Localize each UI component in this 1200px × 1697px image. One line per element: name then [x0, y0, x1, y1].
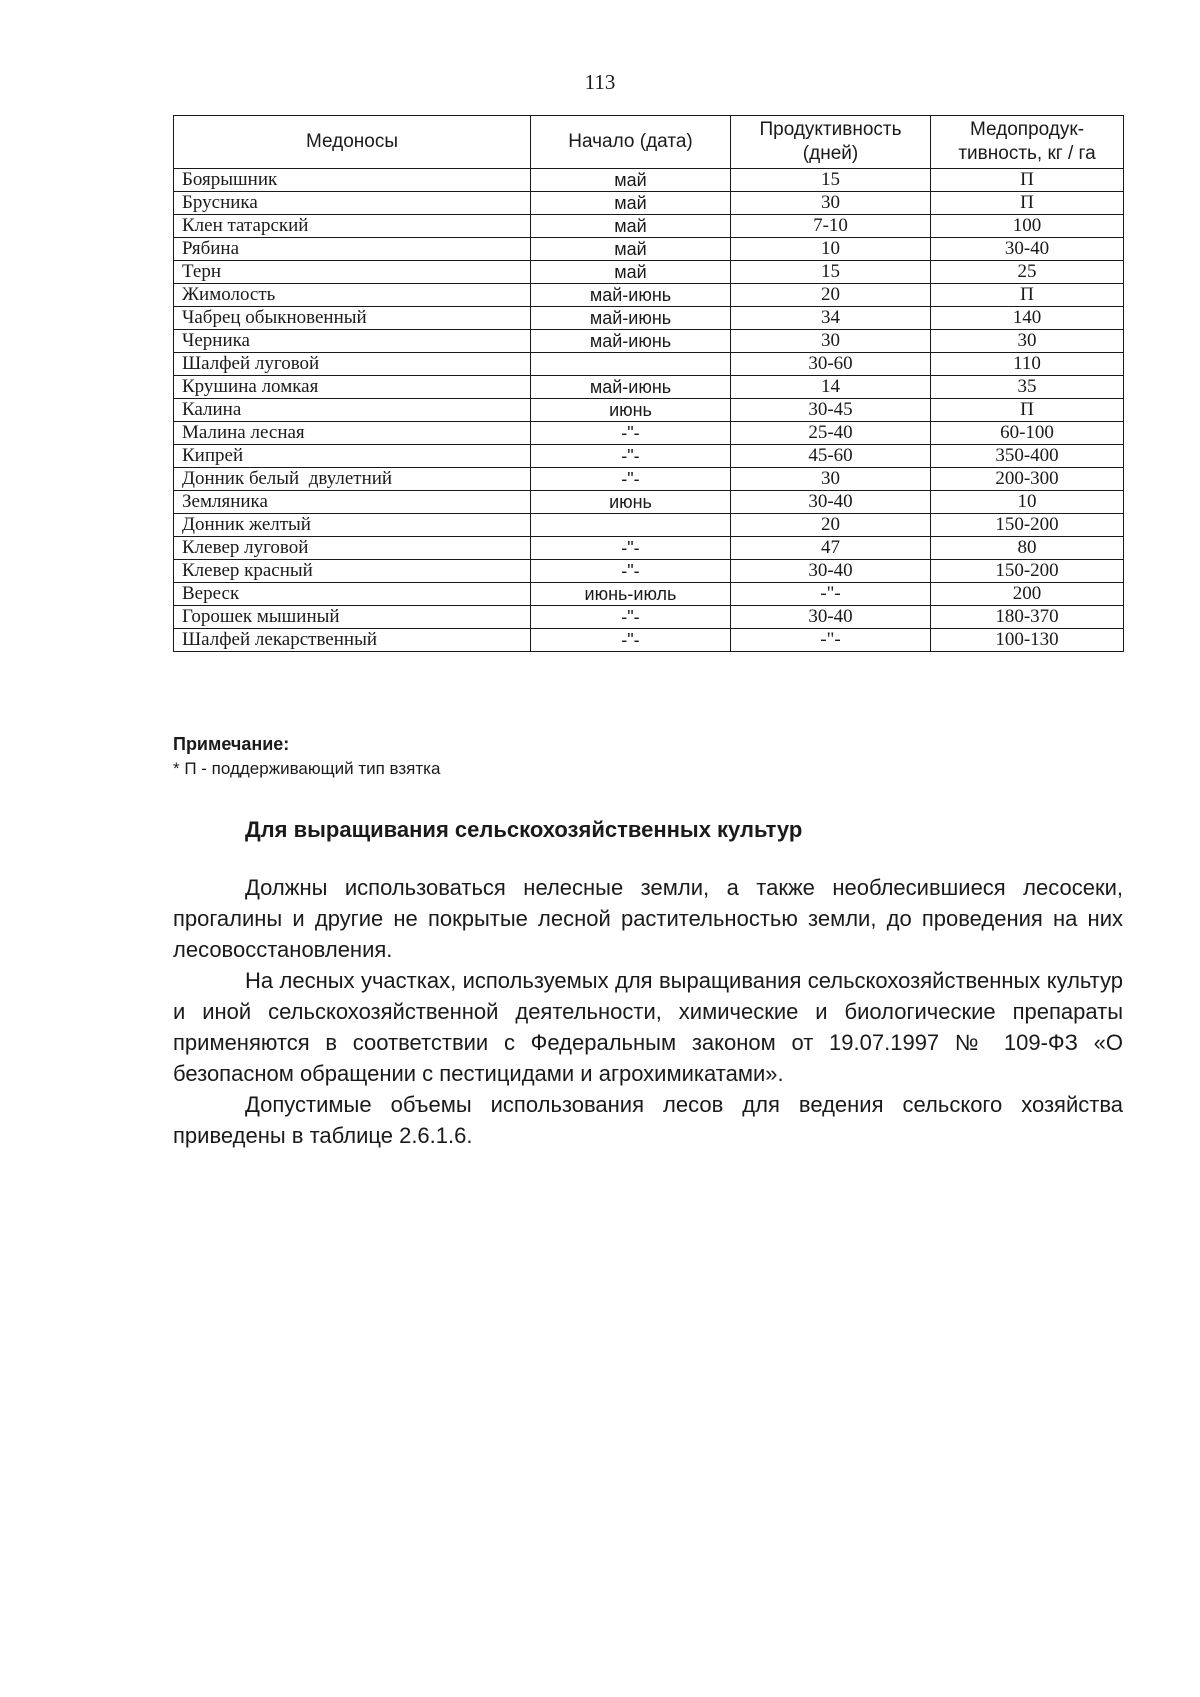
productivity-cell: 45-60	[731, 445, 931, 468]
paragraph: Допустимые объемы использования лесов для ведения сельского хозяйства приведены в таблице 2.6.1.6.	[173, 1092, 1123, 1148]
start-cell: май	[531, 192, 731, 215]
plant-cell: Земляника	[174, 491, 531, 514]
yield-cell: 200	[931, 583, 1124, 606]
plant-cell: Донник белый двулетний	[174, 468, 531, 491]
plant-cell: Клевер красный	[174, 560, 531, 583]
yield-cell: 30	[931, 330, 1124, 353]
paragraph: На лесных участках, используемых для выращивания сельскохозяйственных культур и иной сельскохозяйственной деятельности, химические и биологические препараты применяются в соответствии с Федеральным законом от 19.07.1997 № 109-ФЗ «О безопасном обращении с пестицидами и агрохимикатами».	[173, 968, 1123, 1086]
page-number: 113	[584, 70, 616, 94]
productivity-cell: -"-	[731, 583, 931, 606]
yield-cell: 150-200	[931, 560, 1124, 583]
plant-cell: Рябина	[174, 238, 531, 261]
yield-cell: П	[931, 192, 1124, 215]
productivity-cell: 20	[731, 514, 931, 537]
header-productivity	[731, 116, 931, 169]
table-row	[174, 537, 1124, 560]
header-productivity-line1: Продуктивность	[759, 119, 902, 140]
plant-cell: Вереск	[174, 583, 531, 606]
yield-cell: 60-100	[931, 422, 1124, 445]
yield-cell: 10	[931, 491, 1124, 514]
table-row	[174, 169, 1124, 192]
start-cell: май-июнь	[531, 284, 731, 307]
plant-cell: Шалфей лекарственный	[174, 629, 531, 652]
productivity-cell: 15	[731, 261, 931, 284]
table-row	[174, 445, 1124, 468]
plant-cell: Черника	[174, 330, 531, 353]
yield-cell: 35	[931, 376, 1124, 399]
start-cell: май	[531, 261, 731, 284]
table-row	[174, 514, 1124, 537]
plant-cell: Горошек мышиный	[174, 606, 531, 629]
start-cell: май-июнь	[531, 376, 731, 399]
yield-cell: П	[931, 169, 1124, 192]
productivity-cell: 10	[731, 238, 931, 261]
start-cell: май	[531, 215, 731, 238]
note-text: * П - поддерживающий тип взятка	[173, 759, 441, 778]
start-cell: -"-	[531, 537, 731, 560]
productivity-cell: 30-60	[731, 353, 931, 376]
productivity-cell: 14	[731, 376, 931, 399]
header-yield	[931, 116, 1124, 169]
plant-cell: Чабрец обыкновенный	[174, 307, 531, 330]
table-header-row	[174, 116, 1124, 169]
start-cell: -"-	[531, 468, 731, 491]
yield-cell: 100	[931, 215, 1124, 238]
body-text	[173, 872, 1123, 1151]
table-row	[174, 629, 1124, 652]
start-cell	[531, 514, 731, 537]
start-cell: май	[531, 238, 731, 261]
table-row	[174, 215, 1124, 238]
productivity-cell: 30	[731, 192, 931, 215]
productivity-cell: 20	[731, 284, 931, 307]
yield-cell: 30-40	[931, 238, 1124, 261]
header-yield-line1: Медопродук-	[969, 119, 1085, 140]
table-row	[174, 284, 1124, 307]
section-heading: Для выращивания сельскохозяйственных культур	[245, 817, 803, 842]
plant-cell: Брусника	[174, 192, 531, 215]
productivity-cell: -"-	[731, 629, 931, 652]
start-cell: май-июнь	[531, 330, 731, 353]
productivity-cell: 47	[731, 537, 931, 560]
start-cell: -"-	[531, 422, 731, 445]
yield-cell: 350-400	[931, 445, 1124, 468]
header-start: Начало (дата)	[531, 116, 731, 169]
start-cell: -"-	[531, 445, 731, 468]
paragraph: Должны использоваться нелесные земли, а также необлесившиеся лесосеки, прогалины и другие не покрытые лесной растительностью земли, до проведения на них лесовосстановления.	[173, 875, 1123, 962]
start-cell: июнь-июль	[531, 583, 731, 606]
plant-cell: Шалфей луговой	[174, 353, 531, 376]
productivity-cell: 30	[731, 330, 931, 353]
table-row	[174, 353, 1124, 376]
plant-cell: Кипрей	[174, 445, 531, 468]
productivity-cell: 30-40	[731, 491, 931, 514]
table-row	[174, 330, 1124, 353]
yield-cell: 25	[931, 261, 1124, 284]
yield-cell: 100-130	[931, 629, 1124, 652]
productivity-cell: 25-40	[731, 422, 931, 445]
table-row	[174, 238, 1124, 261]
plant-cell: Терн	[174, 261, 531, 284]
start-cell: май	[531, 169, 731, 192]
header-plant: Медоносы	[174, 116, 531, 169]
start-cell: -"-	[531, 629, 731, 652]
table-row	[174, 399, 1124, 422]
yield-cell: 180-370	[931, 606, 1124, 629]
yield-cell: 140	[931, 307, 1124, 330]
start-cell: -"-	[531, 560, 731, 583]
start-cell: июнь	[531, 399, 731, 422]
table-row	[174, 261, 1124, 284]
note-title: Примечание:	[173, 734, 290, 754]
plant-cell: Калина	[174, 399, 531, 422]
plant-cell: Клевер луговой	[174, 537, 531, 560]
productivity-cell: 30-40	[731, 560, 931, 583]
header-productivity-line2: (дней)	[802, 143, 859, 164]
yield-cell: П	[931, 284, 1124, 307]
table-row	[174, 307, 1124, 330]
start-cell: май-июнь	[531, 307, 731, 330]
table-row	[174, 468, 1124, 491]
yield-cell: 200-300	[931, 468, 1124, 491]
productivity-cell: 34	[731, 307, 931, 330]
table-row	[174, 192, 1124, 215]
header-yield-line2: тивность, кг / га	[958, 143, 1096, 164]
productivity-cell: 30-40	[731, 606, 931, 629]
table-row	[174, 606, 1124, 629]
plant-cell: Клен татарский	[174, 215, 531, 238]
start-cell: июнь	[531, 491, 731, 514]
productivity-cell: 7-10	[731, 215, 931, 238]
table-row	[174, 376, 1124, 399]
productivity-cell: 15	[731, 169, 931, 192]
productivity-cell: 30-45	[731, 399, 931, 422]
table-row	[174, 491, 1124, 514]
table-row	[174, 560, 1124, 583]
start-cell: -"-	[531, 606, 731, 629]
plant-cell: Боярышник	[174, 169, 531, 192]
plant-cell: Жимолость	[174, 284, 531, 307]
honey-plants-table	[173, 115, 1124, 652]
plant-cell: Крушина ломкая	[174, 376, 531, 399]
plant-cell: Донник желтый	[174, 514, 531, 537]
yield-cell: 150-200	[931, 514, 1124, 537]
table-row	[174, 583, 1124, 606]
yield-cell: 80	[931, 537, 1124, 560]
yield-cell: 110	[931, 353, 1124, 376]
start-cell	[531, 353, 731, 376]
productivity-cell: 30	[731, 468, 931, 491]
plant-cell: Малина лесная	[174, 422, 531, 445]
table-row	[174, 422, 1124, 445]
yield-cell: П	[931, 399, 1124, 422]
